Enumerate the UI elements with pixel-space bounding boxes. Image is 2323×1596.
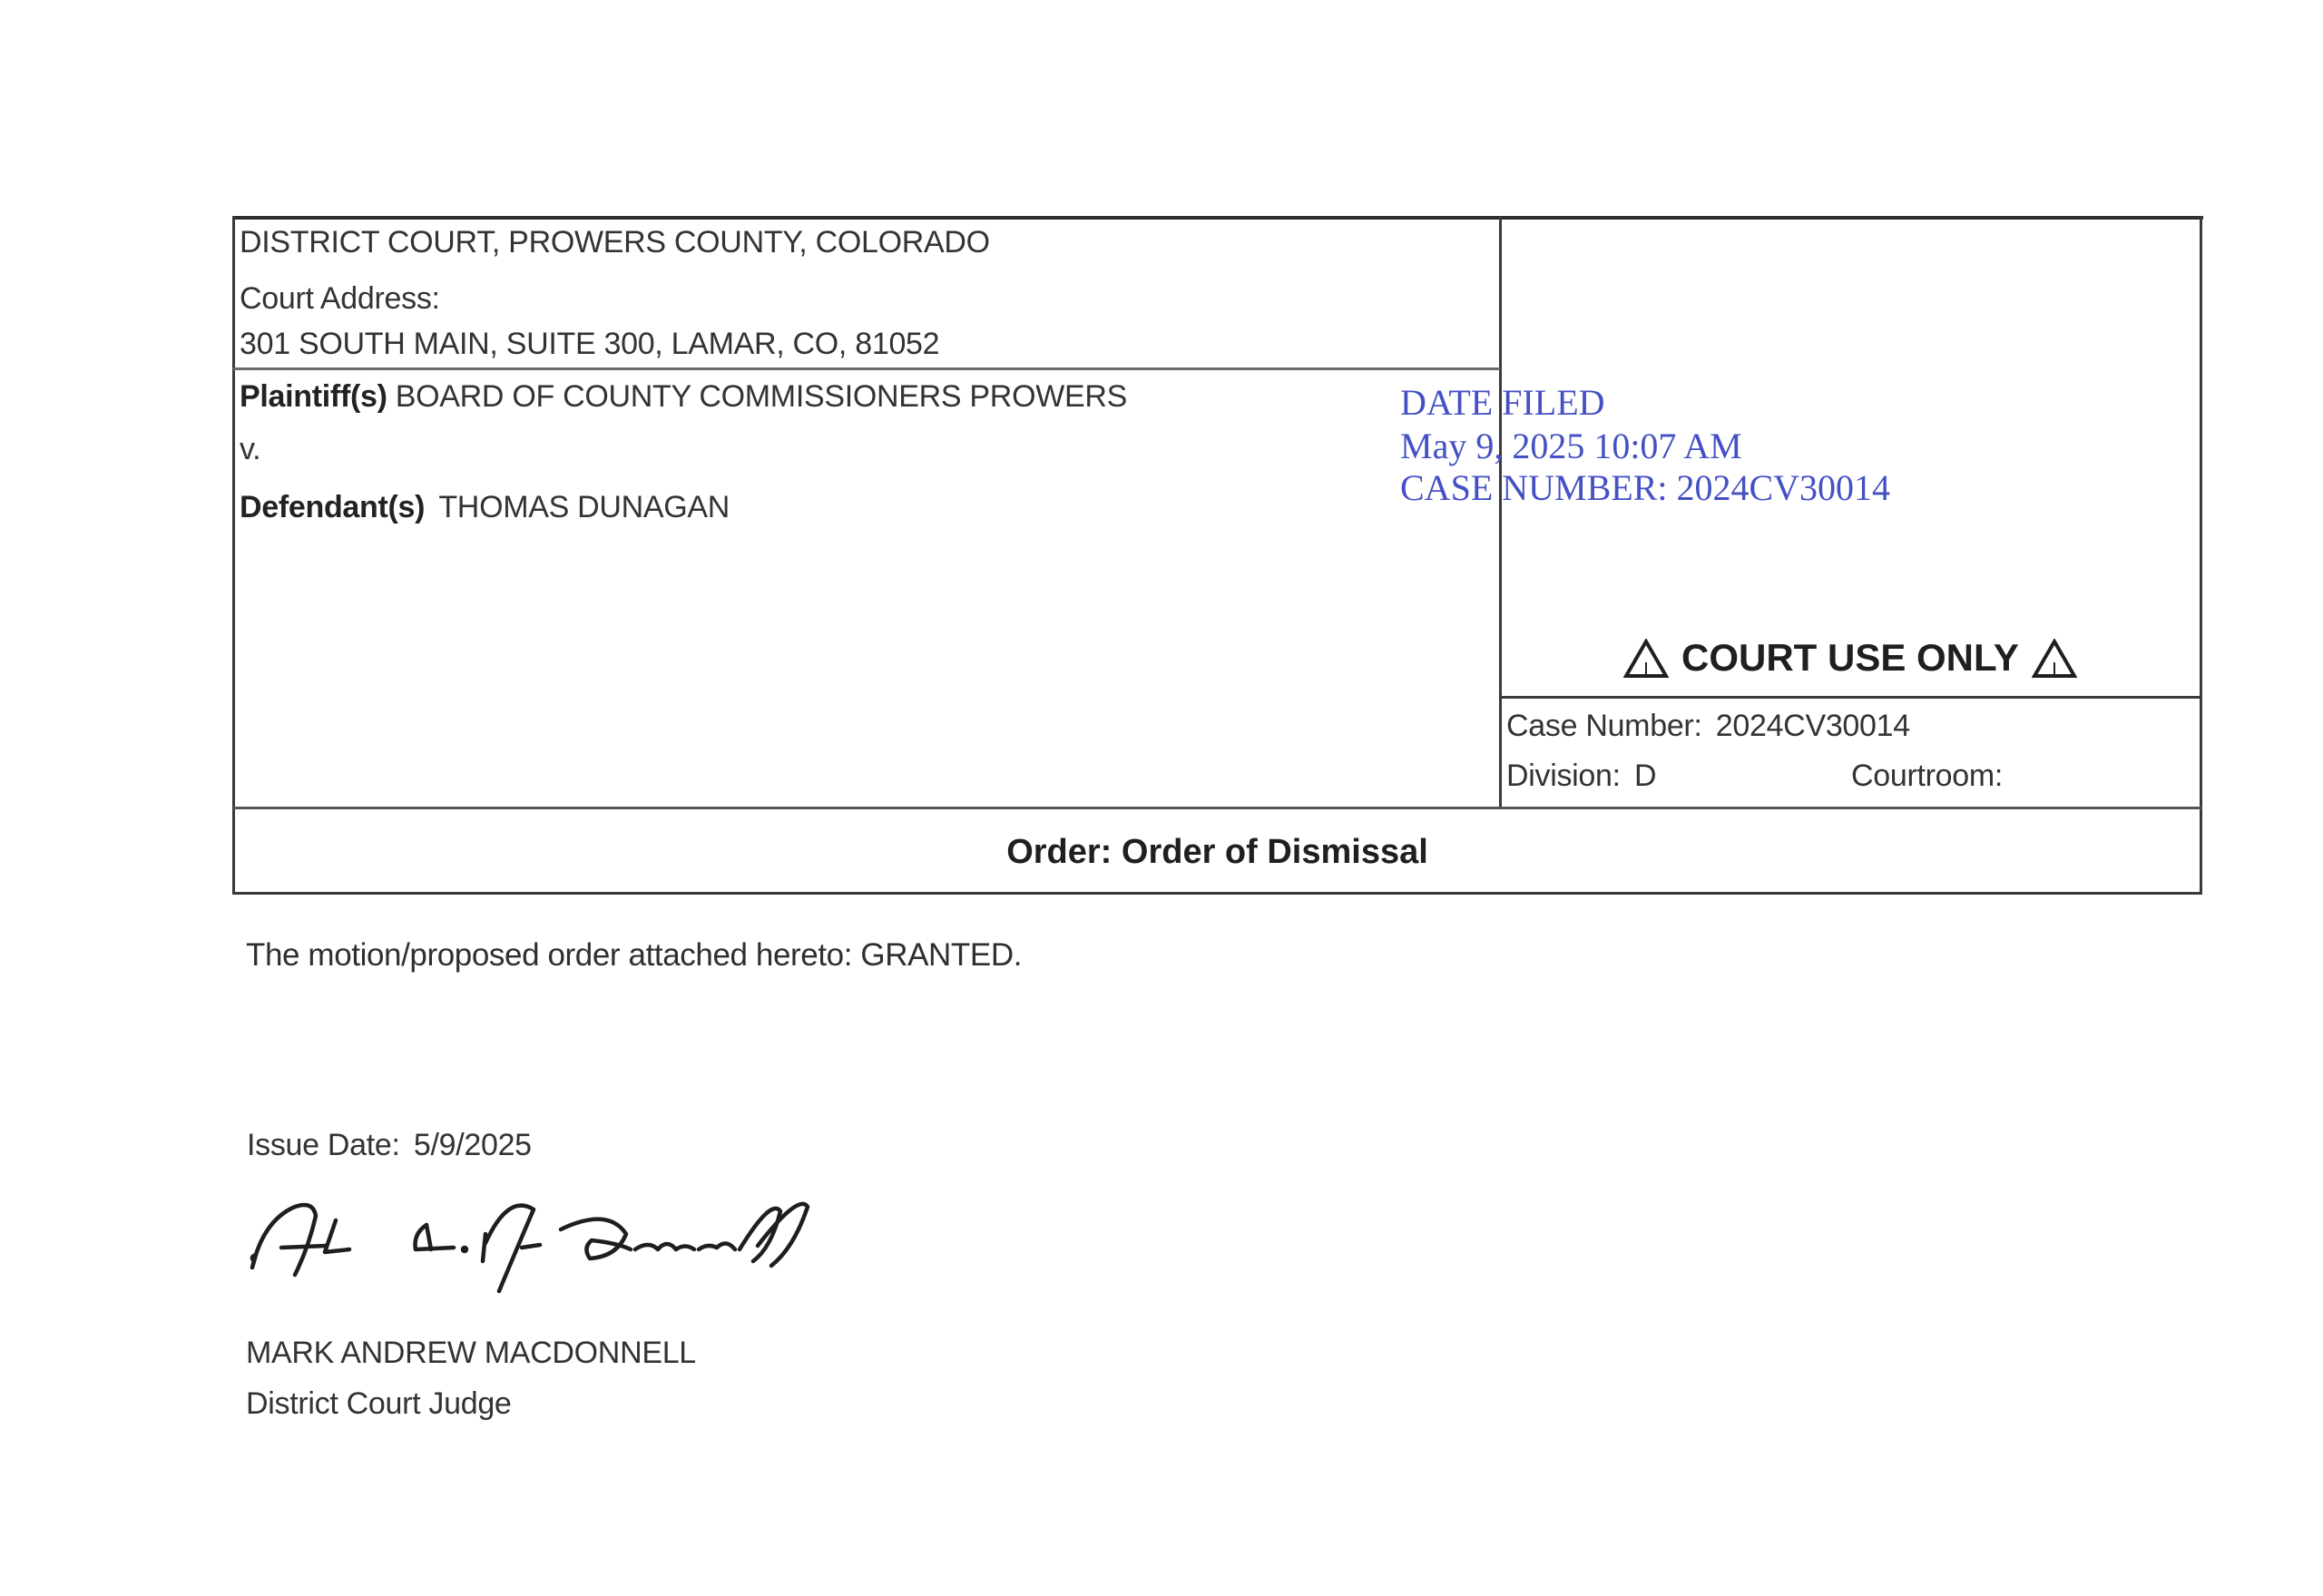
plaintiff-name: BOARD OF COUNTY COMMISSIONERS PROWERS bbox=[395, 379, 1128, 414]
division-row bbox=[1506, 760, 1656, 791]
order-title: Order: Order of Dismissal bbox=[1006, 833, 1428, 871]
court-address: 301 SOUTH MAIN, SUITE 300, LAMAR, CO, 81052 bbox=[240, 327, 940, 361]
division-value: D bbox=[1633, 759, 1657, 793]
caption-left-border bbox=[232, 216, 235, 895]
issue-date-value: 5/9/2025 bbox=[413, 1128, 532, 1162]
issue-date-row bbox=[247, 1130, 532, 1160]
warning-triangle-icon bbox=[1623, 639, 1669, 679]
court-use-only-label bbox=[1623, 636, 2077, 679]
order-body: The motion/proposed order attached hereto: GRANTED. bbox=[246, 937, 1023, 973]
filing-stamp-line3: CASE NUMBER: 2024CV30014 bbox=[1400, 467, 1891, 508]
filing-stamp-line2: May 9, 2025 10:07 AM bbox=[1400, 426, 1742, 466]
judge-title: District Court Judge bbox=[246, 1386, 512, 1421]
caption-top-border bbox=[233, 216, 2203, 220]
defendant-row bbox=[240, 492, 730, 523]
case-number-label: Case Number: bbox=[1506, 709, 1702, 743]
court-use-divider bbox=[1500, 696, 2201, 699]
plaintiff-label: Plaintiff(s) bbox=[240, 379, 387, 414]
versus-text: v. bbox=[240, 432, 261, 466]
division-label: Division: bbox=[1506, 759, 1621, 793]
warning-triangle-icon bbox=[2032, 639, 2077, 679]
court-use-only-text: COURT USE ONLY bbox=[1681, 636, 2019, 679]
caption-row-divider bbox=[233, 807, 2201, 809]
caption-right-border bbox=[2200, 216, 2202, 895]
courtroom-label: Courtroom: bbox=[1851, 759, 2004, 793]
judge-signature-icon bbox=[245, 1193, 853, 1311]
filing-stamp-line1: DATE FILED bbox=[1400, 382, 1605, 423]
court-name: DISTRICT COURT, PROWERS COUNTY, COLORADO bbox=[240, 225, 990, 259]
courtroom-row bbox=[1851, 760, 2003, 791]
plaintiff-row bbox=[240, 381, 1127, 412]
caption-bottom-border bbox=[232, 892, 2202, 895]
defendant-name: THOMAS DUNAGAN bbox=[438, 490, 730, 524]
court-info-divider bbox=[233, 367, 1500, 370]
case-number-value: 2024CV30014 bbox=[1715, 709, 1910, 743]
case-number-row bbox=[1506, 710, 1910, 741]
judge-name: MARK ANDREW MACDONNELL bbox=[246, 1336, 696, 1370]
caption-center-divider bbox=[1499, 216, 1502, 808]
issue-date-label: Issue Date: bbox=[247, 1128, 400, 1162]
defendant-label: Defendant(s) bbox=[240, 490, 426, 524]
court-address-label: Court Address: bbox=[240, 281, 440, 316]
